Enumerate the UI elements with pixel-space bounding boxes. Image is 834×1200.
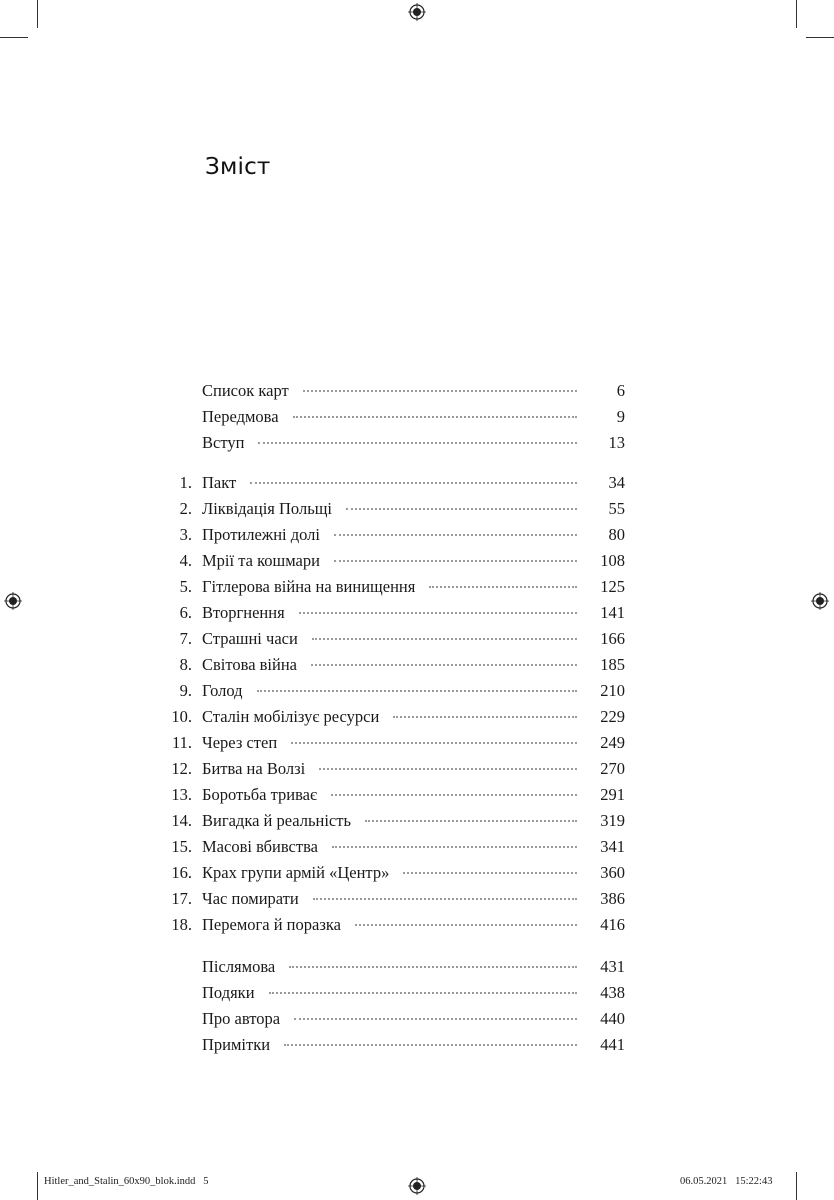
footer-timestamp: 06.05.2021 15:22:43	[680, 1176, 773, 1187]
toc-number: 9.	[179, 681, 192, 700]
toc-leader-dots	[284, 1043, 577, 1046]
toc-entry	[160, 704, 625, 730]
toc-leader-dots	[257, 689, 577, 692]
toc-entry	[160, 574, 625, 600]
toc-page-number: 6	[616, 381, 625, 400]
toc-entry	[160, 626, 625, 652]
toc-entry	[160, 404, 625, 430]
toc-page-number: 431	[600, 957, 625, 976]
toc-title: Передмова	[202, 407, 279, 426]
toc-page-number: 210	[600, 681, 625, 700]
toc-leader-dots	[294, 1017, 577, 1020]
toc-leader-dots	[313, 897, 577, 900]
toc-entry	[160, 522, 625, 548]
toc-title: Про автора	[202, 1009, 281, 1028]
toc-number: 13.	[171, 785, 192, 804]
toc-entry	[160, 912, 625, 938]
toc-page-number: 416	[600, 915, 625, 934]
toc-page-number: 440	[600, 1009, 625, 1028]
toc-entry	[160, 954, 625, 980]
toc-leader-dots	[312, 637, 577, 640]
toc-leader-dots	[403, 871, 577, 874]
toc-entry	[160, 470, 625, 496]
toc-leader-dots	[331, 793, 577, 796]
toc-entry	[160, 756, 625, 782]
toc-title: Список карт	[202, 381, 289, 400]
crop-mark-top-right-vertical	[796, 0, 797, 28]
toc-page-number: 291	[600, 785, 625, 804]
toc-number: 1.	[179, 473, 192, 492]
toc-entry	[160, 1032, 625, 1058]
toc-title: Сталін мобілізує ресурси	[202, 707, 380, 726]
toc-page-number: 319	[600, 811, 625, 830]
toc-entry	[160, 600, 625, 626]
toc-title: Пакт	[202, 473, 237, 492]
crop-mark-top-left-horizontal	[0, 37, 28, 38]
registration-mark-icon	[408, 1177, 426, 1195]
toc-entry	[160, 808, 625, 834]
toc-title: Подяки	[202, 983, 255, 1002]
toc-entry	[160, 860, 625, 886]
toc-leader-dots	[429, 585, 577, 588]
toc-page-number: 125	[600, 577, 625, 596]
toc-title: Післямова	[202, 957, 276, 976]
registration-mark-icon	[811, 592, 829, 610]
toc-leader-dots	[299, 611, 577, 614]
toc-page-number: 229	[600, 707, 625, 726]
toc-title: Час помирати	[202, 889, 299, 908]
toc-entry	[160, 1006, 625, 1032]
registration-mark-icon	[4, 592, 22, 610]
toc-entry	[160, 378, 625, 404]
toc-page-number: 249	[600, 733, 625, 752]
toc-entry	[160, 980, 625, 1006]
toc-entry	[160, 548, 625, 574]
toc-leader-dots	[291, 741, 577, 744]
toc-number: 7.	[179, 629, 192, 648]
toc-title: Примітки	[202, 1035, 271, 1054]
toc-page-number: 166	[600, 629, 625, 648]
toc-number: 16.	[171, 863, 192, 882]
toc-number: 3.	[179, 525, 192, 544]
toc-number: 15.	[171, 837, 192, 856]
toc-leader-dots	[365, 819, 577, 822]
toc-number: 11.	[171, 733, 192, 752]
toc-page-number: 108	[600, 551, 625, 570]
toc-title: Мрії та кошмари	[202, 551, 320, 570]
toc-page-number: 80	[608, 525, 625, 544]
toc-page-number: 185	[600, 655, 625, 674]
toc-entry	[160, 496, 625, 522]
toc-leader-dots	[303, 389, 577, 392]
toc-leader-dots	[355, 923, 577, 926]
toc-title: Світова війна	[202, 655, 298, 674]
toc-number: 14.	[171, 811, 192, 830]
toc-leader-dots	[293, 415, 577, 418]
toc-title: Перемога й поразка	[202, 915, 341, 934]
toc-title: Боротьба триває	[202, 785, 318, 804]
crop-mark-bottom-right-vertical	[796, 1172, 797, 1200]
toc-title: Гітлерова війна на винищення	[202, 577, 416, 596]
toc-entry	[160, 430, 625, 456]
toc-page-number: 55	[608, 499, 625, 518]
toc-title: Масові вбивства	[202, 837, 318, 856]
toc-leader-dots	[258, 441, 577, 444]
toc-leader-dots	[346, 507, 577, 510]
toc-leader-dots	[334, 533, 577, 536]
toc-number: 4.	[179, 551, 192, 570]
toc-number: 12.	[171, 759, 192, 778]
toc-leader-dots	[334, 559, 577, 562]
toc-leader-dots	[311, 663, 577, 666]
toc-entry	[160, 782, 625, 808]
toc-entry	[160, 730, 625, 756]
toc-number: 17.	[171, 889, 192, 908]
toc-title: Битва на Волзі	[202, 759, 306, 778]
toc-page-number: 341	[600, 837, 625, 856]
toc-number: 2.	[179, 499, 192, 518]
toc-page-number: 438	[600, 983, 625, 1002]
toc-entry	[160, 834, 625, 860]
toc-entry	[160, 678, 625, 704]
toc-leader-dots	[393, 715, 577, 718]
toc-leader-dots	[319, 767, 577, 770]
registration-mark-icon	[408, 3, 426, 21]
toc-page-number: 9	[616, 407, 625, 426]
crop-mark-top-left-vertical	[37, 0, 38, 28]
toc-title: Вигадка й реальність	[202, 811, 351, 830]
toc-entry	[160, 886, 625, 912]
toc-page-number: 34	[608, 473, 625, 492]
toc-title: Через степ	[202, 733, 278, 752]
toc-leader-dots	[250, 481, 577, 484]
toc-number: 6.	[179, 603, 192, 622]
toc-leader-dots	[332, 845, 577, 848]
footer-file-name: Hitler_and_Stalin_60x90_blok.indd 5	[44, 1176, 209, 1187]
toc-number: 5.	[179, 577, 192, 596]
toc-title: Вступ	[202, 433, 245, 452]
toc-title: Протилежні долі	[202, 525, 320, 544]
toc-title: Страшні часи	[202, 629, 298, 648]
toc-leader-dots	[289, 965, 577, 968]
crop-mark-top-right-horizontal	[806, 37, 834, 38]
crop-mark-bottom-left-vertical	[37, 1172, 38, 1200]
toc-page-number: 13	[608, 433, 625, 452]
toc-number: 8.	[179, 655, 192, 674]
toc-title: Крах групи армій «Центр»	[202, 863, 390, 882]
page-title: Зміст	[205, 154, 271, 180]
toc-entry	[160, 652, 625, 678]
toc-number: 18.	[171, 915, 192, 934]
toc-title: Голод	[202, 681, 243, 700]
toc-number: 10.	[171, 707, 192, 726]
toc-leader-dots	[269, 991, 577, 994]
toc-page-number: 386	[600, 889, 625, 908]
toc-title: Ліквідація Польщі	[202, 499, 333, 518]
toc-page-number: 141	[600, 603, 625, 622]
toc-page-number: 441	[600, 1035, 625, 1054]
toc-title: Вторгнення	[202, 603, 285, 622]
toc-page-number: 360	[600, 863, 625, 882]
toc-page-number: 270	[600, 759, 625, 778]
